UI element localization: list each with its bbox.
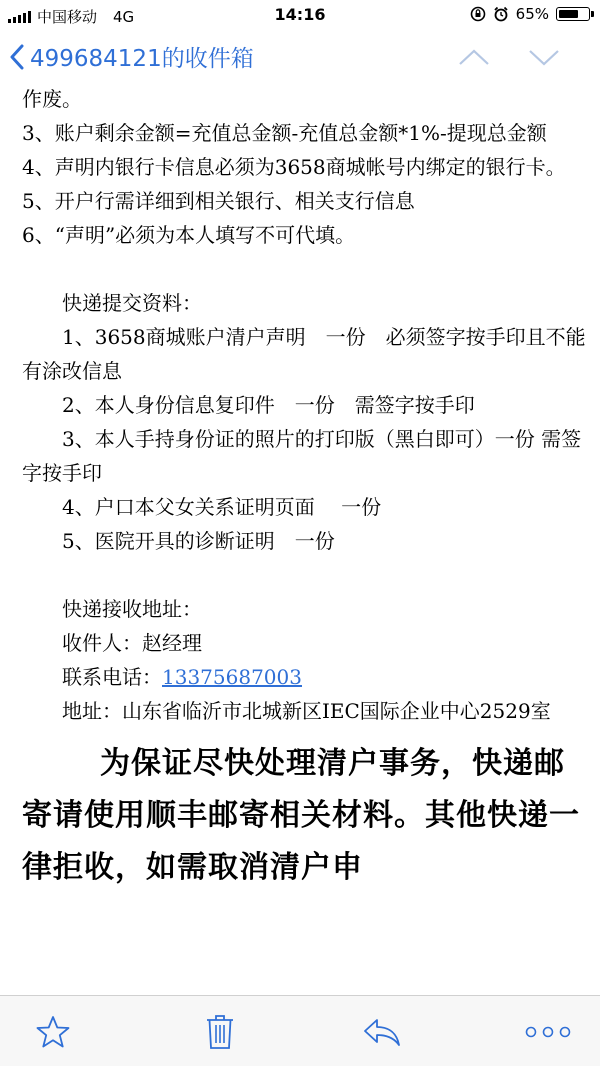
address-line: 地址：山东省临沂市北城新区IEC国际企业中心2529室 — [62, 699, 551, 723]
back-button[interactable] — [10, 40, 254, 73]
previous-message-button[interactable] — [458, 48, 490, 66]
materials-item: 2、本人身份信息复印件 一份 需签字按手印 — [62, 393, 475, 417]
reply-icon — [363, 1017, 401, 1047]
chevron-left-icon — [10, 44, 24, 70]
spacer — [22, 252, 587, 286]
clock: 14:16 — [274, 5, 326, 24]
recipient-line: 收件人：赵经理 — [62, 631, 202, 655]
body-line: 5、开户行需详细到相关银行、相关支行信息 — [22, 189, 415, 213]
star-icon — [35, 1015, 71, 1049]
phone-link[interactable]: 13375687003 — [162, 665, 302, 689]
spacer — [22, 558, 587, 592]
alarm-icon — [493, 6, 509, 22]
nav-bar — [0, 30, 600, 88]
body-line: 6、“声明”必须为本人填写不可代填。 — [22, 223, 356, 247]
battery-icon — [556, 7, 590, 21]
network-label: 4G — [113, 7, 135, 26]
materials-item: 4、户口本父女关系证明页面 一份 — [62, 495, 382, 519]
bottom-toolbar — [0, 995, 600, 1066]
more-button[interactable] — [524, 1014, 572, 1050]
email-body — [22, 88, 587, 996]
materials-item: 3、本人手持身份证的照片的打印版（黑白即可）一份 需签字按手印 — [22, 427, 582, 485]
materials-heading: 快递提交资料： — [62, 291, 202, 315]
phone-label: 联系电话： — [62, 665, 162, 689]
delete-button[interactable] — [200, 1014, 240, 1050]
trash-icon — [205, 1014, 235, 1050]
reply-button[interactable] — [362, 1014, 402, 1050]
rotation-lock-icon — [470, 6, 486, 22]
address-heading: 快递接收地址： — [62, 597, 202, 621]
carrier-label: 中国移动 — [37, 8, 98, 26]
mailbox-title: 499684121的收件箱 — [30, 46, 254, 72]
next-message-button[interactable] — [528, 48, 560, 66]
body-line: 3、账户剩余金额=充值总金额-充值总金额*1%-提现总金额 — [22, 121, 547, 145]
flag-button[interactable] — [33, 1014, 73, 1050]
materials-item: 5、医院开具的诊断证明 一份 — [62, 529, 335, 553]
status-bar — [0, 0, 600, 30]
more-icon — [525, 1026, 571, 1038]
body-line: 4、声明内银行卡信息必须为3658商城帐号内绑定的银行卡。 — [22, 155, 566, 179]
body-line: 作废。 — [22, 88, 82, 111]
notice-text: 为保证尽快处理清户事务，快递邮寄请使用顺丰邮寄相关材料。其他快递一律拒收，如需取消清户申 — [22, 746, 580, 885]
materials-item: 1、3658商城账户清户声明 一份 必须签字按手印且不能有涂改信息 — [22, 325, 586, 383]
phone-line — [22, 660, 587, 694]
battery-percent: 65% — [515, 5, 549, 23]
